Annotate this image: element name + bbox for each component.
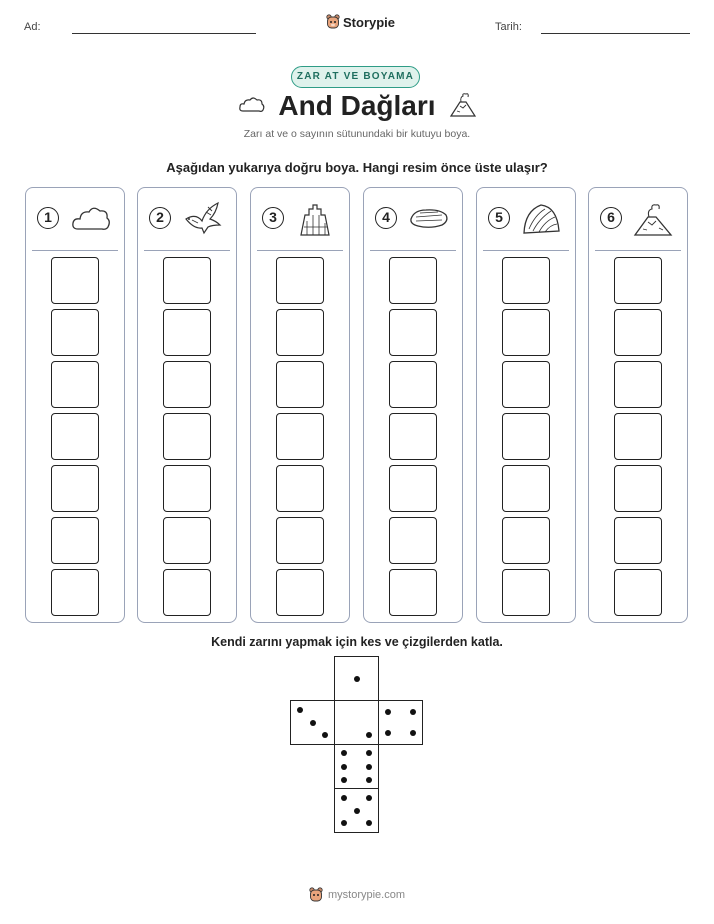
column-header (477, 188, 575, 250)
dice-pip (341, 820, 347, 826)
column-number: 5 (488, 207, 510, 229)
coloring-box[interactable] (276, 257, 324, 304)
coloring-box[interactable] (389, 517, 437, 564)
coloring-box[interactable] (51, 517, 99, 564)
dice-face-3 (290, 700, 335, 745)
dice-face-6 (334, 744, 379, 789)
column-number: 2 (149, 207, 171, 229)
dice-column (588, 187, 688, 623)
dice-pip (366, 750, 372, 756)
dice-pip (310, 720, 316, 726)
coloring-box[interactable] (614, 257, 662, 304)
dice-pip (410, 730, 416, 736)
coloring-box[interactable] (502, 517, 550, 564)
cloud-icon (70, 201, 112, 237)
coloring-box[interactable] (51, 413, 99, 460)
coloring-box[interactable] (502, 569, 550, 616)
coloring-box[interactable] (389, 361, 437, 408)
column-divider (257, 250, 343, 251)
dice-pip (366, 820, 372, 826)
dice-column (476, 187, 576, 623)
brand-logo (326, 14, 395, 30)
coloring-box[interactable] (163, 309, 211, 356)
volcano-icon (633, 201, 675, 237)
coloring-box[interactable] (614, 413, 662, 460)
storypie-mascot-icon (326, 14, 340, 30)
dice-pip (385, 730, 391, 736)
date-label: Tarih: (495, 21, 522, 33)
coloring-box[interactable] (502, 465, 550, 512)
coloring-box[interactable] (389, 465, 437, 512)
column-divider (483, 250, 569, 251)
dice-pip (297, 707, 303, 713)
column-header (138, 188, 236, 250)
dice-instruction: Kendi zarını yapmak için kes ve çizgilerden katla. (211, 635, 503, 649)
storypie-mascot-icon (309, 887, 323, 903)
coloring-box[interactable] (389, 309, 437, 356)
column-header (251, 188, 349, 250)
footer-url: mystorypie.com (327, 889, 406, 901)
coloring-box[interactable] (614, 517, 662, 564)
dice-column (25, 187, 125, 623)
name-label: Ad: (24, 21, 41, 33)
dice-pip (366, 777, 372, 783)
activity-badge: ZAR AT VE BOYAMA (291, 66, 420, 88)
coloring-box[interactable] (163, 465, 211, 512)
castle-icon (295, 201, 337, 237)
dice-face-5 (334, 788, 379, 833)
column-header (26, 188, 124, 250)
dice-pip (366, 732, 372, 738)
coloring-box[interactable] (389, 569, 437, 616)
coloring-box[interactable] (389, 413, 437, 460)
column-divider (595, 250, 681, 251)
dice-pip (354, 676, 360, 682)
dice-pip (410, 709, 416, 715)
date-line (541, 33, 690, 34)
coloring-box[interactable] (389, 257, 437, 304)
coloring-box[interactable] (614, 569, 662, 616)
coloring-box[interactable] (51, 309, 99, 356)
column-header (589, 188, 687, 250)
coloring-box[interactable] (502, 257, 550, 304)
dice-pip (366, 764, 372, 770)
coloring-box[interactable] (276, 361, 324, 408)
column-header (364, 188, 462, 250)
coloring-box[interactable] (51, 257, 99, 304)
coloring-box[interactable] (163, 517, 211, 564)
volcano-icon (449, 92, 477, 118)
dice-pip (322, 732, 328, 738)
coloring-box[interactable] (614, 361, 662, 408)
coloring-box[interactable] (502, 413, 550, 460)
coloring-box[interactable] (276, 517, 324, 564)
coloring-box[interactable] (51, 465, 99, 512)
coloring-box[interactable] (163, 257, 211, 304)
coloring-box[interactable] (163, 361, 211, 408)
condor-icon (182, 201, 224, 237)
dice-column (363, 187, 463, 623)
rock-layers-icon (521, 201, 563, 237)
dice-face-1 (334, 700, 379, 745)
dice-pip (366, 795, 372, 801)
coloring-box[interactable] (614, 309, 662, 356)
dice-pip (341, 795, 347, 801)
dice-pip (341, 750, 347, 756)
coloring-box[interactable] (276, 413, 324, 460)
dice-face-1 (334, 656, 379, 701)
name-line (72, 33, 256, 34)
column-number: 4 (375, 207, 397, 229)
coloring-box[interactable] (276, 569, 324, 616)
dice-pip (354, 808, 360, 814)
page-subtitle: Zarı at ve o sayının sütunundaki bir kutuyu boya. (243, 128, 471, 140)
column-number: 6 (600, 207, 622, 229)
column-divider (32, 250, 118, 251)
coloring-box[interactable] (276, 309, 324, 356)
coloring-box[interactable] (502, 361, 550, 408)
coloring-box[interactable] (51, 361, 99, 408)
flat-rock-icon (408, 201, 450, 237)
coloring-box[interactable] (163, 413, 211, 460)
coloring-box[interactable] (276, 465, 324, 512)
column-number: 3 (262, 207, 284, 229)
coloring-box[interactable] (163, 569, 211, 616)
dice-column (250, 187, 350, 623)
coloring-box[interactable] (502, 309, 550, 356)
dice-face-4 (378, 700, 423, 745)
page-title: And Dağları (278, 90, 436, 121)
dice-column (137, 187, 237, 623)
column-number: 1 (37, 207, 59, 229)
dice-pip (385, 709, 391, 715)
coloring-instruction: Aşağıdan yukarıya doğru boya. Hangi resim önce üste ulaşır? (166, 160, 548, 175)
footer (0, 887, 714, 903)
brand-name: Storypie (343, 14, 396, 30)
coloring-box[interactable] (51, 569, 99, 616)
dice-pip (341, 764, 347, 770)
dice-pip (341, 777, 347, 783)
column-divider (144, 250, 230, 251)
coloring-box[interactable] (614, 465, 662, 512)
column-divider (370, 250, 456, 251)
